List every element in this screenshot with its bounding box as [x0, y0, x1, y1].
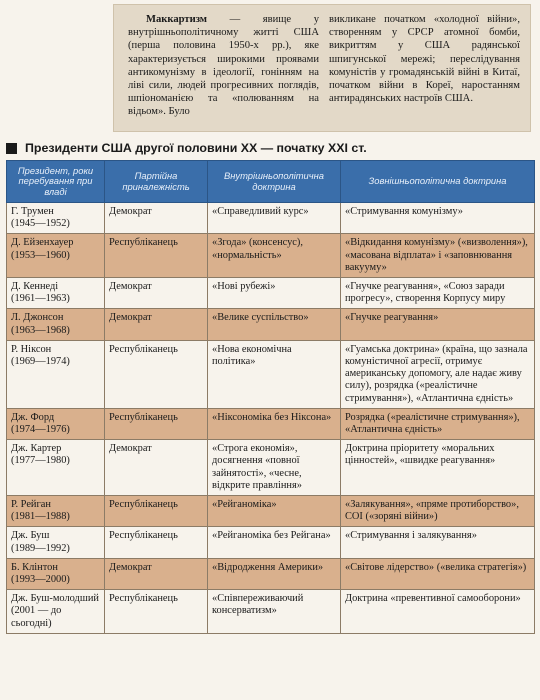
- cell-president: Б. Клінтон (1993—2000): [7, 558, 105, 589]
- cell-president: Р. Рейган (1981—1988): [7, 496, 105, 527]
- table-row: [7, 590, 535, 634]
- cell-president: Дж. Буш-молодший (2001 — до сьогодні): [7, 590, 105, 634]
- cell-party: Демократ: [105, 558, 208, 589]
- cell-president: Дж. Форд (1974—1976): [7, 408, 105, 439]
- cell-domestic: «Строга економія», досягнення «повної зайнятості», «чесне, відкрите правління»: [208, 440, 341, 496]
- cell-president: Д. Кеннеді (1961—1963): [7, 278, 105, 309]
- cell-party: Республіканець: [105, 340, 208, 408]
- cell-president: Д. Ейзенхауер (1953—1960): [7, 234, 105, 278]
- cell-party: Демократ: [105, 440, 208, 496]
- table-row: [7, 527, 535, 558]
- definition-term: Маккартизм: [146, 14, 208, 25]
- presidents-table: [6, 160, 535, 634]
- cell-foreign: «Стримування комунізму»: [341, 203, 535, 234]
- cell-foreign: «Залякування», «пряме протиборство», СОІ («зоряні війни»): [341, 496, 535, 527]
- definition-text-right: викликане початком «холодної війни», створенням у СРСР атомної бомби, викриттям у США радянської шпигунської мережі; переслідування комуністів у громадянській війні в Китаї, початком війни в Кореї, наростанням антирадянських настроїв США.: [329, 14, 520, 105]
- table-row: [7, 234, 535, 278]
- cell-domestic: «Нові рубежі»: [208, 278, 341, 309]
- cell-president: Дж. Картер (1977—1980): [7, 440, 105, 496]
- table-row: [7, 278, 535, 309]
- table-row: [7, 558, 535, 589]
- cell-domestic: «Співпереживаючий консерватизм»: [208, 590, 341, 634]
- table-row: [7, 496, 535, 527]
- cell-president: Дж. Буш (1989—1992): [7, 527, 105, 558]
- cell-domestic: «Відродження Америки»: [208, 558, 341, 589]
- cell-domestic: «Рейганоміка»: [208, 496, 341, 527]
- header-domestic-doctrine: Внутрішньополітична доктрина: [208, 161, 341, 203]
- table-row: [7, 203, 535, 234]
- header-party: Партійна приналежність: [105, 161, 208, 203]
- cell-party: Демократ: [105, 309, 208, 340]
- cell-foreign: Доктрина пріоритету «моральних цінностей», «швидке реагування»: [341, 440, 535, 496]
- definition-left-column: [128, 13, 319, 125]
- header-foreign-doctrine: Зовнішньополітична доктрина: [341, 161, 535, 203]
- square-bullet-icon: [6, 143, 17, 154]
- table-row: [7, 309, 535, 340]
- cell-party: Республіканець: [105, 234, 208, 278]
- definition-paragraph: [128, 13, 319, 119]
- cell-president: Р. Ніксон (1969—1974): [7, 340, 105, 408]
- cell-domestic: «Згода» (консенсус), «нормальність»: [208, 234, 341, 278]
- table-row: [7, 408, 535, 439]
- cell-domestic: «Нова економічна політика»: [208, 340, 341, 408]
- cell-foreign: «Гнучке реагування»: [341, 309, 535, 340]
- cell-domestic: «Велике суспільство»: [208, 309, 341, 340]
- table-body: [7, 203, 535, 634]
- cell-party: Республіканець: [105, 527, 208, 558]
- definition-right-column: [329, 13, 520, 125]
- cell-domestic: «Ніксономіка без Ніксона»: [208, 408, 341, 439]
- definition-text-left: — явище у внутрішньополітичному житті США (перша половина 1950-х рр.), яке характеризується широкими проявами антикомунізму в ідеології, гонінням на ліві сили, людей прогресивних поглядів, шпіономанією та «полюванням на відьом». Було: [128, 14, 319, 118]
- cell-party: Республіканець: [105, 496, 208, 527]
- cell-foreign: Доктрина «превентивної самооборони»: [341, 590, 535, 634]
- cell-domestic: «Справедливий курс»: [208, 203, 341, 234]
- table-header-row: [7, 161, 535, 203]
- cell-party: Республіканець: [105, 408, 208, 439]
- cell-president: Л. Джонсон (1963—1968): [7, 309, 105, 340]
- cell-domestic: «Рейганоміка без Рейгана»: [208, 527, 341, 558]
- cell-foreign: «Гуамська доктрина» (країна, що зазнала комуністичної агресії, отримує американську допомогу, але надає живу силу), розрядка («реалістичне стримування»), «Атлантична єдність»: [341, 340, 535, 408]
- table-row: [7, 340, 535, 408]
- cell-party: Демократ: [105, 278, 208, 309]
- table-row: [7, 440, 535, 496]
- cell-foreign: «Відкидання комунізму» («визволення»), «масована відплата» і «заповнювання вакууму»: [341, 234, 535, 278]
- header-president: Президент, роки перебування при владі: [7, 161, 105, 203]
- cell-foreign: «Світове лідерство» («велика стратегія»): [341, 558, 535, 589]
- cell-party: Республіканець: [105, 590, 208, 634]
- cell-foreign: «Стримування і залякування»: [341, 527, 535, 558]
- definition-box: [113, 4, 531, 132]
- cell-party: Демократ: [105, 203, 208, 234]
- cell-foreign: «Гнучке реагування», «Союз заради прогресу», створення Корпусу миру: [341, 278, 535, 309]
- cell-foreign: Розрядка («реалістичне стримування»), «Атлантична єдність»: [341, 408, 535, 439]
- section-title-text: Президенти США другої половини XX — початку XXI ст.: [25, 141, 367, 155]
- section-heading: [6, 138, 534, 158]
- cell-president: Г. Трумен (1945—1952): [7, 203, 105, 234]
